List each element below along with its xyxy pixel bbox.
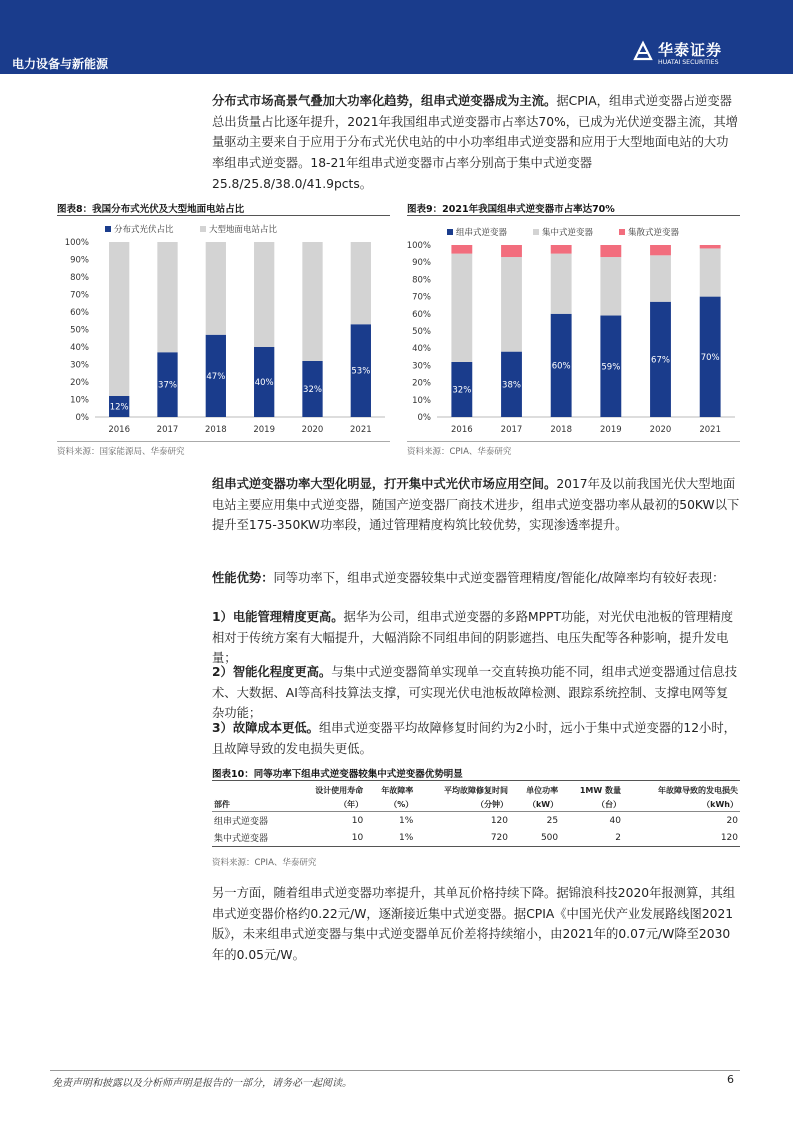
table-cell: 10 bbox=[351, 815, 364, 826]
table-cell: 集中式逆变器 bbox=[212, 829, 293, 847]
bar-segment bbox=[700, 248, 721, 296]
paragraph-price-trend bbox=[212, 883, 740, 966]
y-tick-label: 80% bbox=[412, 275, 431, 286]
bar-segment bbox=[700, 245, 721, 248]
paragraph-lead: 性能优势： bbox=[212, 571, 274, 585]
chart9-inverter-share bbox=[407, 217, 740, 440]
chart8-source: 资料来源：国家能源局、华泰研究 bbox=[57, 447, 185, 457]
y-tick-label: 40% bbox=[412, 344, 431, 355]
table-header-cell: 设计使用寿命 bbox=[315, 785, 364, 795]
table-unit-cell: （年） bbox=[293, 797, 365, 812]
y-tick-label: 30% bbox=[70, 360, 89, 371]
legend-label: 分布式光伏占比 bbox=[114, 225, 174, 235]
data-label: 60% bbox=[551, 361, 571, 372]
x-tick-label: 2017 bbox=[156, 425, 179, 435]
bar-segment bbox=[157, 242, 177, 352]
y-tick-label: 0% bbox=[417, 413, 431, 423]
table-header-cell: 年故障率 bbox=[381, 785, 414, 795]
point-fault-cost bbox=[212, 718, 740, 759]
table-header-cell: 年故障导致的发电损失 bbox=[658, 785, 738, 795]
table-unit-cell: （台） bbox=[560, 797, 623, 812]
table-row bbox=[212, 829, 740, 847]
y-tick-label: 20% bbox=[412, 378, 431, 389]
y-tick-label: 50% bbox=[70, 325, 89, 336]
x-tick-label: 2021 bbox=[699, 425, 721, 435]
y-tick-label: 50% bbox=[412, 327, 431, 337]
data-label: 47% bbox=[206, 371, 226, 382]
table-cell: 组串式逆变器 bbox=[214, 817, 269, 827]
paragraph-lead: 分布式市场高景气叠加大功率化趋势，组串式逆变器成为主流。 bbox=[212, 94, 557, 108]
y-tick-label: 20% bbox=[70, 378, 89, 388]
table10-title bbox=[212, 766, 463, 780]
table-unit-cell: （kW） bbox=[510, 797, 560, 812]
logo-chinese-name: 华泰证券 bbox=[658, 41, 723, 59]
x-tick-label: 2020 bbox=[649, 425, 672, 435]
legend-label: 集中式逆变器 bbox=[542, 228, 594, 238]
point-power-management bbox=[212, 607, 740, 669]
table-cell: 120 bbox=[623, 829, 740, 847]
legend-label: 组串式逆变器 bbox=[456, 228, 508, 238]
point-body: 与集中式逆变器简单实现单一交直转换功能不同，组串式逆变器通过信息技术、大数据、AI等高科技算法支撑，可实现光伏电池板故障检测、跟踪系统控制、支撑电网等复杂功能； bbox=[212, 665, 738, 721]
point-intelligence bbox=[212, 662, 740, 724]
table-cell: 2 bbox=[560, 829, 623, 847]
data-label: 70% bbox=[700, 352, 720, 363]
table-cell: 120 bbox=[490, 815, 508, 826]
data-label: 53% bbox=[351, 366, 371, 377]
point-lead: 1）电能管理精度更高。 bbox=[212, 610, 344, 624]
y-tick-label: 90% bbox=[412, 258, 431, 269]
chart8-caption: 我国分布式光伏及大型地面电站占比 bbox=[92, 204, 245, 215]
table-header-cell: 单位功率 bbox=[526, 785, 559, 795]
bar-segment bbox=[650, 245, 671, 255]
footer-rule bbox=[50, 1070, 740, 1071]
table-cell: 20 bbox=[726, 815, 738, 826]
data-label: 12% bbox=[109, 402, 129, 413]
bar-segment bbox=[451, 254, 472, 362]
table-cell: 1% bbox=[365, 829, 415, 847]
bar-segment bbox=[551, 254, 572, 314]
paragraph-power-upsizing bbox=[212, 474, 740, 536]
huatai-logo-mark-icon bbox=[632, 40, 654, 62]
chart9-caption: 2021年我国组串式逆变器市占率达70% bbox=[442, 204, 615, 215]
point-body: 据华为公司，组串式逆变器的多路MPPT功能，对光伏电池板的管理精度相对于传统方案有大幅提升，大幅消除不同组串间的阴影遮挡、电压失配等各种影响，提升发电量； bbox=[212, 610, 734, 666]
table10-source: 资料来源：CPIA、华泰研究 bbox=[212, 858, 317, 868]
header-band bbox=[0, 0, 793, 74]
page-number: 6 bbox=[727, 1073, 734, 1086]
y-tick-label: 40% bbox=[70, 343, 89, 353]
bar-segment bbox=[501, 257, 522, 352]
table-header-cell: 平均故障修复时间 bbox=[444, 785, 508, 795]
x-tick-label: 2016 bbox=[451, 425, 473, 435]
legend-swatch bbox=[447, 229, 453, 235]
table-row bbox=[212, 812, 740, 830]
chart9-source: 资料来源：CPIA、华泰研究 bbox=[407, 447, 512, 457]
legend-swatch bbox=[533, 229, 539, 235]
bar-segment bbox=[254, 242, 274, 347]
table-cell: 25 bbox=[546, 815, 559, 826]
table-cell: 720 bbox=[415, 829, 510, 847]
footer-disclaimer: 免责声明和披露以及分析师声明是报告的一部分，请务必一起阅读。 bbox=[52, 1078, 352, 1089]
chart8-top-rule bbox=[57, 215, 390, 216]
data-label: 59% bbox=[601, 362, 621, 373]
table-header-cell: 部件 bbox=[212, 797, 293, 812]
data-label: 32% bbox=[303, 385, 322, 395]
huatai-logo bbox=[632, 38, 737, 68]
chart9-title bbox=[407, 201, 615, 215]
bar-segment bbox=[501, 245, 522, 257]
bar-segment bbox=[600, 245, 621, 257]
table-header-cell bbox=[212, 783, 293, 797]
x-tick-label: 2019 bbox=[600, 425, 622, 435]
bar-segment bbox=[302, 242, 322, 361]
y-tick-label: 70% bbox=[70, 290, 89, 301]
chart8-distribution-share bbox=[57, 217, 390, 440]
paragraph-lead: 组串式逆变器功率大型化明显，打开集中式光伏市场应用空间。 bbox=[212, 477, 557, 491]
paragraph-performance bbox=[212, 568, 740, 589]
point-lead: 3）故障成本更低。 bbox=[212, 721, 319, 735]
table-unit-cell: （分钟） bbox=[415, 797, 510, 812]
bar-segment bbox=[451, 245, 472, 254]
table-header-cell: 1MW 数量 bbox=[579, 785, 621, 795]
legend-label: 集散式逆变器 bbox=[628, 228, 680, 238]
logo-english-name: HUATAI SECURITIES bbox=[658, 59, 719, 66]
x-tick-label: 2020 bbox=[301, 425, 324, 435]
bar-segment bbox=[650, 255, 671, 301]
chart8-label: 图表8： bbox=[57, 204, 93, 215]
table10-top-rule bbox=[212, 780, 740, 781]
data-label: 37% bbox=[158, 380, 177, 391]
y-tick-label: 60% bbox=[70, 308, 89, 318]
table-cell: 500 bbox=[510, 829, 560, 847]
table-header-row bbox=[212, 783, 740, 797]
x-tick-label: 2017 bbox=[500, 425, 523, 435]
table-cell: 10 bbox=[293, 829, 365, 847]
table10-label: 图表10： bbox=[212, 769, 254, 780]
point-body: 组串式逆变器平均故障修复时间约为2小时，远小于集中式逆变器的12小时，且故障导致的发电损失更低。 bbox=[212, 721, 736, 756]
inverter-comparison-table bbox=[212, 783, 740, 847]
bar-segment bbox=[109, 242, 129, 396]
y-tick-label: 30% bbox=[412, 361, 431, 372]
x-tick-label: 2018 bbox=[550, 425, 572, 435]
bar-segment bbox=[600, 257, 621, 315]
table10-caption: 同等功率下组串式逆变器较集中式逆变器优势明显 bbox=[253, 769, 463, 780]
chart9-bottom-rule bbox=[407, 441, 740, 442]
paragraph-body: 同等功率下，组串式逆变器较集中式逆变器管理精度/智能化/故障率均有较好表现： bbox=[273, 571, 725, 585]
data-label: 67% bbox=[651, 355, 670, 366]
paragraph-body: 2017年及以前我国光伏大型地面电站主要应用集中式逆变器，随国产逆变器厂商技术进步，组串式逆变器功率从最初的50KW以下提升至175-350KW功率段，通过管理精度构筑比较优势，实现渗透率提升。 bbox=[212, 477, 740, 533]
table-cell: 1% bbox=[399, 815, 414, 826]
table-unit-cell: （kWh） bbox=[623, 797, 740, 812]
table-unit-cell: （%） bbox=[365, 797, 415, 812]
chart8-bottom-rule bbox=[57, 441, 390, 442]
y-tick-label: 10% bbox=[70, 395, 89, 406]
data-label: 40% bbox=[254, 378, 274, 388]
point-lead: 2）智能化程度更高。 bbox=[212, 665, 332, 679]
y-tick-label: 10% bbox=[412, 395, 431, 406]
chart9-top-rule bbox=[407, 215, 740, 216]
y-tick-label: 100% bbox=[64, 238, 89, 248]
x-tick-label: 2021 bbox=[350, 425, 372, 435]
bar-segment bbox=[351, 242, 371, 324]
x-tick-label: 2018 bbox=[205, 425, 227, 435]
legend-label: 大型地面电站占比 bbox=[209, 225, 278, 235]
y-tick-label: 60% bbox=[412, 309, 431, 320]
chart8-title bbox=[57, 201, 244, 215]
y-tick-label: 80% bbox=[70, 273, 89, 283]
section-title: 电力设备与新能源 bbox=[12, 57, 109, 71]
legend-swatch bbox=[200, 226, 206, 232]
y-tick-label: 0% bbox=[75, 413, 89, 423]
x-tick-label: 2019 bbox=[253, 425, 275, 435]
y-tick-label: 70% bbox=[412, 292, 431, 303]
table-unit-row bbox=[212, 797, 740, 812]
table-cell: 40 bbox=[609, 815, 621, 826]
bar-segment bbox=[206, 242, 226, 335]
legend-swatch bbox=[105, 226, 111, 232]
bar-segment bbox=[551, 245, 572, 254]
y-tick-label: 90% bbox=[70, 255, 89, 266]
paragraph-body: 据CPIA，组串式逆变器占逆变器总出货量占比逐年提升，2021年我国组串式逆变器市占率达70%，已成为光伏逆变器主流，其增量驱动主要来自于应用于分布式光伏电站的中小功率组串式逆变器和应用于大型地面电站的大功率组串式逆变器。18-21年组串式逆变器市占率分别高于集中式逆变器25.8/25.8/38.0/41.9pcts。 bbox=[212, 94, 738, 191]
x-tick-label: 2016 bbox=[108, 425, 130, 435]
data-label: 38% bbox=[502, 380, 521, 391]
legend-swatch bbox=[619, 229, 625, 235]
paragraph-body: 另一方面，随着组串式逆变器功率提升，其单瓦价格持续下降。据锦浪科技2020年报测算，其组串式逆变器价格约0.22元/W，逐渐接近集中式逆变器。据CPIA《中国光伏产业发展路线图2021版》，未来组串式逆变器与集中式逆变器单瓦价差将持续缩小，由2021年的0.07元/W降至2030年的0.05元/W。 bbox=[212, 886, 736, 963]
data-label: 32% bbox=[452, 385, 472, 396]
chart9-label: 图表9： bbox=[407, 204, 443, 215]
paragraph-market-trend bbox=[212, 91, 740, 195]
y-tick-label: 100% bbox=[407, 241, 431, 251]
